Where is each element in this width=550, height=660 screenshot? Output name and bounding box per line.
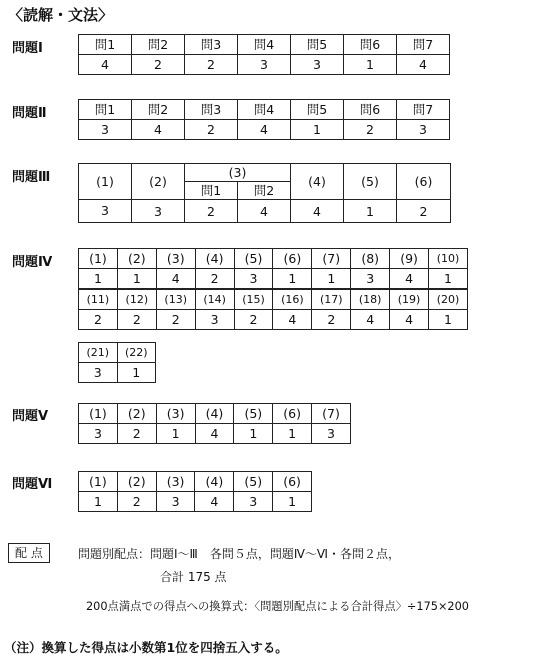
q6-header: (2) xyxy=(117,472,156,492)
question-1-table xyxy=(78,34,450,75)
q3-header-5: (5) xyxy=(344,164,397,200)
q6-answer: 2 xyxy=(117,492,156,512)
q4-answer: 1 xyxy=(117,269,156,289)
q5-answer: 1 xyxy=(273,424,312,444)
q4-answer: 1 xyxy=(429,269,468,289)
q5-answer: 2 xyxy=(117,424,156,444)
q3-answer: 1 xyxy=(344,200,397,223)
q3-answer: 4 xyxy=(238,200,291,223)
q1-answer: 4 xyxy=(79,55,132,75)
question-5-label: 問題Ⅴ xyxy=(12,409,49,424)
q3-header-3: (3) xyxy=(185,164,291,182)
q4-header: (10) xyxy=(429,249,468,269)
q3-answer: 3 xyxy=(79,200,132,223)
footnote: （注）換算した得点は小数第1位を四捨五入する。 xyxy=(4,640,288,655)
scoring-box-label: 配 点 xyxy=(8,543,50,563)
q4-answer: 4 xyxy=(351,310,390,330)
q4-header: (9) xyxy=(390,249,429,269)
q1-answer: 2 xyxy=(132,55,185,75)
q5-header: (1) xyxy=(79,404,118,424)
q5-header: (6) xyxy=(273,404,312,424)
q2-answer: 4 xyxy=(238,120,291,140)
q6-header: (5) xyxy=(234,472,273,492)
q4-header: (16) xyxy=(273,290,312,310)
q1-answer: 3 xyxy=(238,55,291,75)
q2-header: 問4 xyxy=(238,100,291,120)
q6-header: (3) xyxy=(156,472,195,492)
q4-header: (13) xyxy=(156,290,195,310)
q3-answer: 3 xyxy=(132,200,185,223)
q2-header: 問6 xyxy=(344,100,397,120)
q3-header-1: (1) xyxy=(79,164,132,200)
q4-answer: 3 xyxy=(195,310,234,330)
q5-header: (2) xyxy=(117,404,156,424)
q1-header: 問5 xyxy=(291,35,344,55)
question-5-table xyxy=(78,403,351,444)
q1-header: 問7 xyxy=(397,35,450,55)
question-2-table xyxy=(78,99,450,140)
q5-header: (3) xyxy=(156,404,195,424)
question-2-label: 問題Ⅱ xyxy=(12,106,47,121)
q4-answer: 1 xyxy=(117,363,156,383)
q4-header: (5) xyxy=(234,249,273,269)
q4-header: (17) xyxy=(312,290,351,310)
question-4-label: 問題Ⅳ xyxy=(12,255,53,270)
q4-answer: 4 xyxy=(390,269,429,289)
q3-answer: 4 xyxy=(291,200,344,223)
q1-answer: 2 xyxy=(185,55,238,75)
q2-header: 問7 xyxy=(397,100,450,120)
q5-answer: 1 xyxy=(234,424,273,444)
q1-header: 問6 xyxy=(344,35,397,55)
q6-header: (1) xyxy=(79,472,118,492)
q6-answer: 4 xyxy=(195,492,234,512)
q4-header: (18) xyxy=(351,290,390,310)
q4-header: (20) xyxy=(429,290,468,310)
q4-header: (15) xyxy=(234,290,273,310)
q5-answer: 3 xyxy=(79,424,118,444)
q4-header: (14) xyxy=(195,290,234,310)
q4-answer: 3 xyxy=(351,269,390,289)
q4-header: (1) xyxy=(79,249,118,269)
q5-answer: 3 xyxy=(312,424,351,444)
q1-header: 問2 xyxy=(132,35,185,55)
q4-header: (6) xyxy=(273,249,312,269)
q4-answer: 2 xyxy=(195,269,234,289)
q2-header: 問3 xyxy=(185,100,238,120)
q4-header: (2) xyxy=(117,249,156,269)
q1-answer: 1 xyxy=(344,55,397,75)
q2-answer: 2 xyxy=(185,120,238,140)
q6-answer: 1 xyxy=(79,492,118,512)
q4-answer: 1 xyxy=(273,269,312,289)
q2-answer: 2 xyxy=(344,120,397,140)
question-4-table-row1 xyxy=(78,248,468,289)
q1-header: 問1 xyxy=(79,35,132,55)
q4-header: (21) xyxy=(79,343,118,363)
q4-answer: 3 xyxy=(234,269,273,289)
question-1-label: 問題Ⅰ xyxy=(12,41,43,56)
question-6-label: 問題Ⅵ xyxy=(12,477,53,492)
q4-answer: 4 xyxy=(156,269,195,289)
q3-header-3-sub2: 問2 xyxy=(238,182,291,200)
question-4-table-row2 xyxy=(78,289,468,330)
q2-header: 問5 xyxy=(291,100,344,120)
scoring-line-1: 問題別配点：問題Ⅰ～Ⅲ 各問５点，問題Ⅳ～Ⅵ・各問２点， xyxy=(78,547,400,561)
q4-answer: 2 xyxy=(156,310,195,330)
q4-answer: 2 xyxy=(234,310,273,330)
q3-header-3-sub1: 問1 xyxy=(185,182,238,200)
q3-answer: 2 xyxy=(397,200,451,223)
q5-answer: 4 xyxy=(195,424,234,444)
q4-header: (7) xyxy=(312,249,351,269)
q5-answer: 1 xyxy=(156,424,195,444)
q4-answer: 2 xyxy=(312,310,351,330)
q4-header: (3) xyxy=(156,249,195,269)
question-4-table-row3 xyxy=(78,342,156,383)
q2-answer: 4 xyxy=(132,120,185,140)
q3-header-4: (4) xyxy=(291,164,344,200)
q4-header: (8) xyxy=(351,249,390,269)
q1-answer: 3 xyxy=(291,55,344,75)
q6-header: (6) xyxy=(273,472,312,492)
q2-answer: 1 xyxy=(291,120,344,140)
q2-header: 問1 xyxy=(79,100,132,120)
q5-header: (5) xyxy=(234,404,273,424)
q5-header: (7) xyxy=(312,404,351,424)
q4-answer: 1 xyxy=(312,269,351,289)
scoring-conversion-formula: 200点満点での得点への換算式：〈問題別配点による合計得点〉÷175×200 xyxy=(86,600,469,613)
scoring-line-2: 合計 175 点 xyxy=(160,570,227,584)
q4-answer: 3 xyxy=(79,363,118,383)
q1-header: 問4 xyxy=(238,35,291,55)
q3-header-6: (6) xyxy=(397,164,451,200)
q3-header-2: (2) xyxy=(132,164,185,200)
question-6-table xyxy=(78,471,312,512)
q4-answer: 4 xyxy=(390,310,429,330)
q2-header: 問2 xyxy=(132,100,185,120)
q2-answer: 3 xyxy=(397,120,450,140)
q4-header: (4) xyxy=(195,249,234,269)
q6-answer: 3 xyxy=(234,492,273,512)
question-3-table xyxy=(78,163,451,223)
q4-answer: 2 xyxy=(79,310,118,330)
q3-answer: 2 xyxy=(185,200,238,223)
q4-answer: 1 xyxy=(79,269,118,289)
q6-answer: 1 xyxy=(273,492,312,512)
q5-header: (4) xyxy=(195,404,234,424)
q6-answer: 3 xyxy=(156,492,195,512)
q1-answer: 4 xyxy=(397,55,450,75)
question-3-label: 問題Ⅲ xyxy=(12,170,51,185)
q2-answer: 3 xyxy=(79,120,132,140)
q4-answer: 4 xyxy=(273,310,312,330)
q4-header: (12) xyxy=(117,290,156,310)
q6-header: (4) xyxy=(195,472,234,492)
q4-header: (11) xyxy=(79,290,118,310)
q4-header: (22) xyxy=(117,343,156,363)
section-heading: 〈読解・文法〉 xyxy=(8,6,114,24)
q4-header: (19) xyxy=(390,290,429,310)
q4-answer: 1 xyxy=(429,310,468,330)
q4-answer: 2 xyxy=(117,310,156,330)
q1-header: 問3 xyxy=(185,35,238,55)
